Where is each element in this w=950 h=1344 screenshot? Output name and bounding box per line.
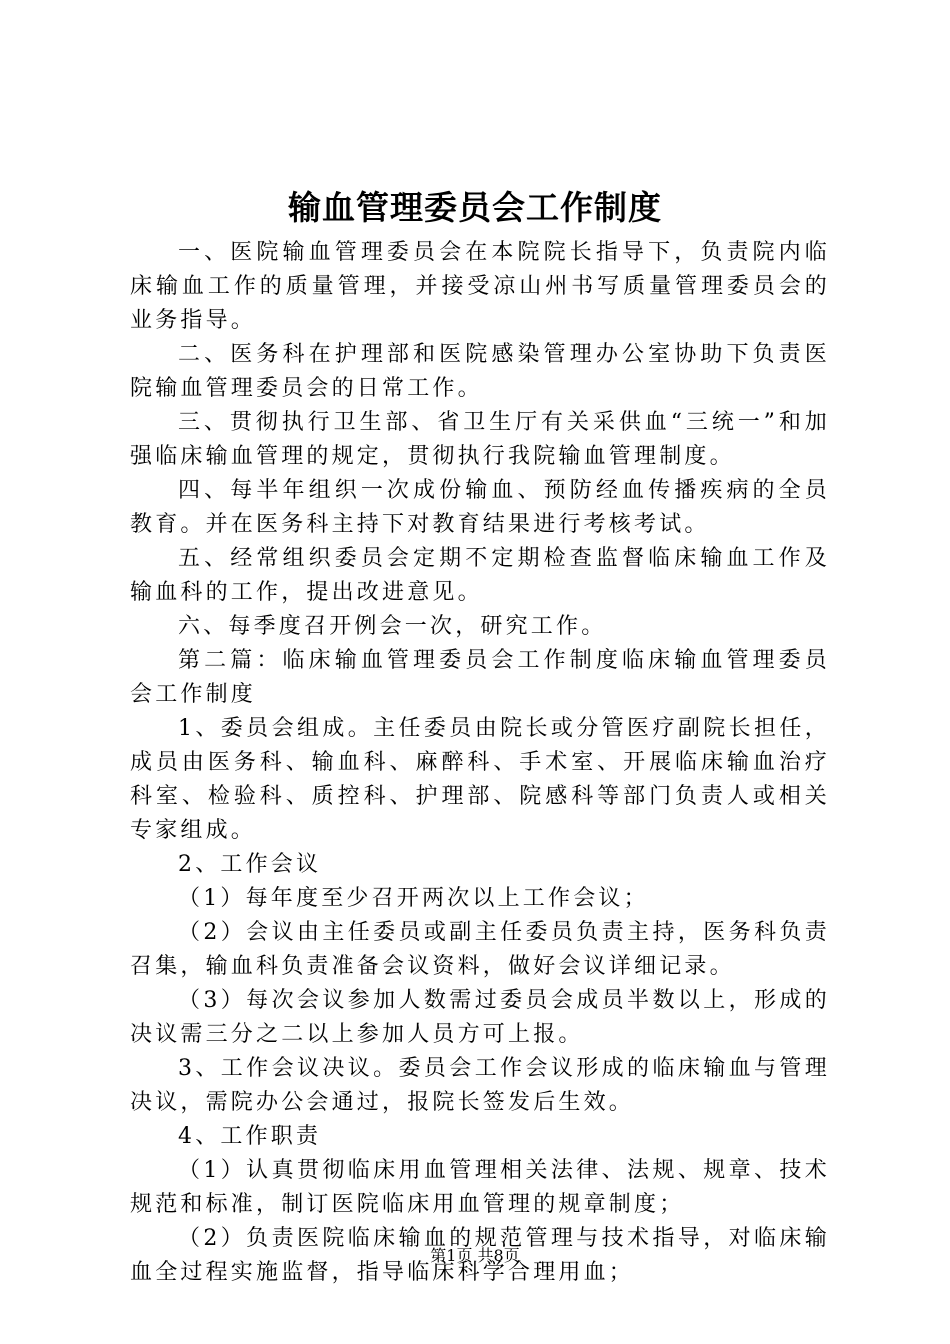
paragraph: 1、委员会组成。主任委员由院长或分管医疗副院长担任，成员由医务科、输血科、麻醉科、手术室、开展临床输血治疗科室、检验科、质控科、护理部、院感科等部门负责人或相关专家组成。 <box>130 716 830 843</box>
subheading: 4、工作职责 <box>178 1124 322 1149</box>
paragraph: 一、医院输血管理委员会在本院院长指导下，负责院内临床输血工作的质量管理，并接受凉山州书写质量管理委员会的业务指导。 <box>130 240 830 333</box>
paragraph: 二、医务科在护理部和医院感染管理办公室协助下负责医院输血管理委员会的日常工作。 <box>130 342 830 401</box>
paragraph: 五、经常组织委员会定期不定期检查监督临床输血工作及输血科的工作，提出改进意见。 <box>130 546 830 605</box>
list-item: （3）每次会议参加人数需过委员会成员半数以上，形成的决议需三分之二以上参加人员方可上报。 <box>130 988 830 1047</box>
paragraph: 四、每半年组织一次成份输血、预防经血传播疾病的全员教育。并在医务科主持下对教育结果进行考核考试。 <box>130 478 830 537</box>
document-body <box>130 236 830 1290</box>
list-item: （2）负责医院临床输血的规范管理与技术指导，对临床输血全过程实施监督，指导临床科学合理用血； <box>130 1226 830 1285</box>
subheading: 2、工作会议 <box>178 852 322 877</box>
list-item: （2）会议由主任委员或副主任委员负责主持，医务科负责召集，输血科负责准备会议资料，做好会议详细记录。 <box>130 920 830 979</box>
list-item: （1）每年度至少召开两次以上工作会议； <box>178 886 649 911</box>
paragraph: 3、工作会议决议。委员会工作会议形成的临床输血与管理决议，需院办公会通过，报院长签发后生效。 <box>130 1056 830 1115</box>
section-heading: 第二篇：临床输血管理委员会工作制度临床输血管理委员会工作制度 <box>130 648 830 707</box>
paragraph: 三、贯彻执行卫生部、省卫生厅有关采供血“三统一”和加强临床输血管理的规定，贯彻执行我院输血管理制度。 <box>130 410 830 469</box>
page-number-footer: 第1页 共8页 <box>430 1246 520 1265</box>
list-item: （1）认真贯彻临床用血管理相关法律、法规、规章、技术规范和标准，制订医院临床用血管理的规章制度； <box>130 1158 830 1217</box>
paragraph: 六、每季度召开例会一次，研究工作。 <box>178 614 607 639</box>
document-title: 输血管理委员会工作制度 <box>288 188 662 227</box>
